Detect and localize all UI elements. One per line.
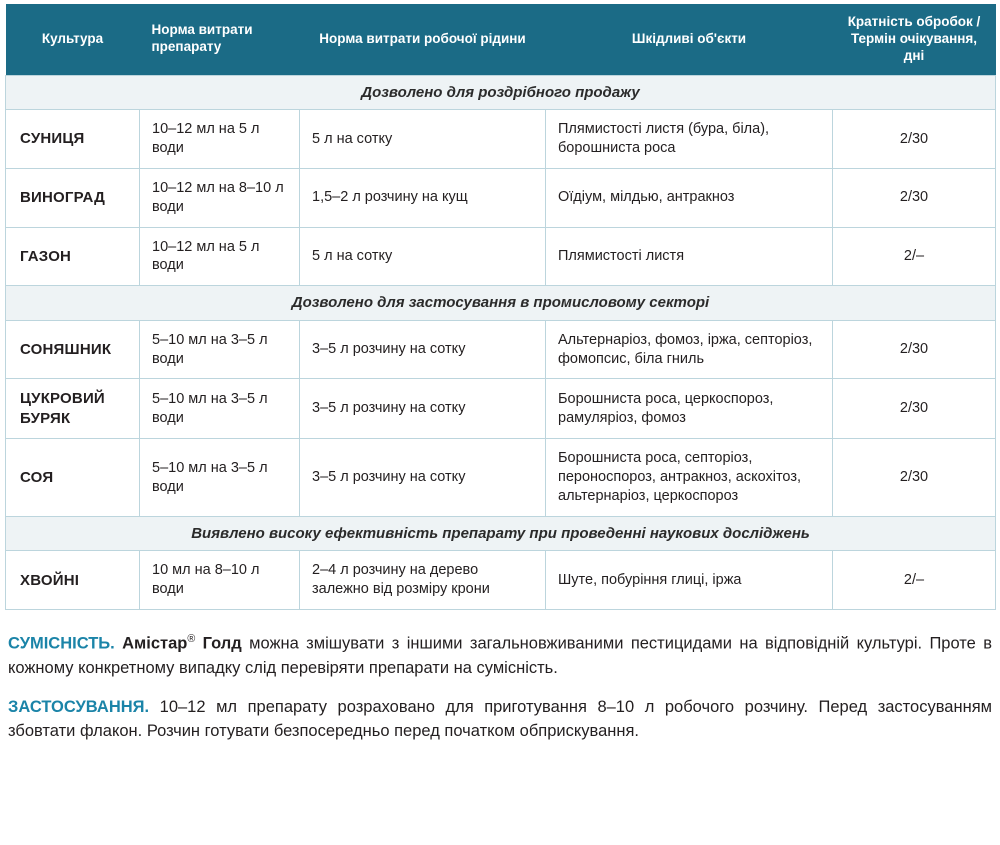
cell-rate: 2/30 <box>833 168 996 227</box>
cell-pests: Борошниста роса, септоріоз, пероноспороз, антракноз, аскохітоз, альтернаріоз, церкоспороз <box>546 439 833 517</box>
cell-liquid: 3–5 л розчину на сотку <box>300 379 546 439</box>
cell-pests: Плямистості листя (бура, біла), борошниста роса <box>546 110 833 169</box>
product-spec-table <box>5 4 996 610</box>
cell-rate: 2/30 <box>833 379 996 439</box>
cell-dose: 10–12 мл на 5 л води <box>140 110 300 169</box>
cell-dose: 10 мл на 8–10 л води <box>140 551 300 610</box>
table-header <box>6 4 996 75</box>
cell-rate: 2/30 <box>833 110 996 169</box>
cell-rate: 2/30 <box>833 320 996 379</box>
registered-mark-icon: ® <box>187 633 196 646</box>
column-header-liquid-rate: Норма витрати робочої рідини <box>300 4 546 75</box>
cell-crop: СУНИЦЯ <box>6 110 140 169</box>
table-row <box>6 551 996 610</box>
cell-liquid: 1,5–2 л розчину на кущ <box>300 168 546 227</box>
cell-crop: СОЯ <box>6 439 140 517</box>
note-compatibility-lead: СУМІСНІСТЬ. <box>8 634 115 653</box>
cell-rate: 2/– <box>833 551 996 610</box>
cell-dose: 10–12 мл на 5 л води <box>140 227 300 286</box>
table-row <box>6 439 996 517</box>
cell-crop: ХВОЙНІ <box>6 551 140 610</box>
table-row <box>6 168 996 227</box>
cell-liquid: 5 л на сотку <box>300 227 546 286</box>
table-row <box>6 110 996 169</box>
cell-pests: Плямистості листя <box>546 227 833 286</box>
section-header-row <box>6 75 996 110</box>
cell-dose: 5–10 мл на 3–5 л води <box>140 320 300 379</box>
table-body <box>6 75 996 609</box>
section-header-row <box>6 286 996 321</box>
cell-pests: Шуте, побуріння глиці, іржа <box>546 551 833 610</box>
page <box>0 4 1000 744</box>
cell-crop: СОНЯШНИК <box>6 320 140 379</box>
product-name: Амістар <box>122 634 188 653</box>
cell-dose: 10–12 мл на 8–10 л води <box>140 168 300 227</box>
cell-liquid: 3–5 л розчину на сотку <box>300 439 546 517</box>
note-compatibility <box>8 632 992 680</box>
note-usage <box>8 696 992 744</box>
cell-dose: 5–10 мл на 3–5 л води <box>140 439 300 517</box>
cell-crop: ГАЗОН <box>6 227 140 286</box>
cell-liquid: 5 л на сотку <box>300 110 546 169</box>
column-header-pests: Шкідливі об'єкти <box>546 4 833 75</box>
cell-liquid: 3–5 л розчину на сотку <box>300 320 546 379</box>
cell-liquid: 2–4 л розчину на дерево залежно від розміру крони <box>300 551 546 610</box>
cell-dose: 5–10 мл на 3–5 л води <box>140 379 300 439</box>
cell-crop: ВИНОГРАД <box>6 168 140 227</box>
table-header-row <box>6 4 996 75</box>
cell-rate: 2/– <box>833 227 996 286</box>
notes-section <box>8 632 992 744</box>
column-header-crop: Культура <box>6 4 140 75</box>
cell-crop: ЦУКРОВИЙ БУРЯК <box>6 379 140 439</box>
section-title-retail: Дозволено для роздрібного продажу <box>6 75 996 110</box>
column-header-dose: Норма витрати препарату <box>140 4 300 75</box>
note-usage-text: 10–12 мл препарату розраховано для приготування 8–10 л робочого розчину. Перед застосуванням збовтати флакон. Розчин готувати безпосередньо перед початком обприскування. <box>8 698 992 741</box>
product-name-tail: Голд <box>195 634 242 653</box>
note-usage-lead: ЗАСТОСУВАННЯ. <box>8 698 150 717</box>
table-row <box>6 320 996 379</box>
cell-pests: Борошниста роса, церкоспороз, рамуляріоз, фомоз <box>546 379 833 439</box>
section-header-row <box>6 516 996 551</box>
column-header-treatments: Кратність обробок / Термін очікування, дні <box>833 4 996 75</box>
table-row <box>6 227 996 286</box>
note-compatibility-text: можна змішувати з іншими загальновживаними пестицидами на відповідній культурі. Проте в кожному конкретному випадку слід перевіряти препарати на сумісність. <box>8 634 992 677</box>
cell-rate: 2/30 <box>833 439 996 517</box>
cell-pests: Оїдіум, мілдью, антракноз <box>546 168 833 227</box>
table-row <box>6 379 996 439</box>
cell-pests: Альтернаріоз, фомоз, іржа, септоріоз, фомопсис, біла гниль <box>546 320 833 379</box>
section-title-industrial: Дозволено для застосування в промисловому секторі <box>6 286 996 321</box>
section-title-research: Виявлено високу ефективність препарату при проведенні наукових досліджень <box>6 516 996 551</box>
